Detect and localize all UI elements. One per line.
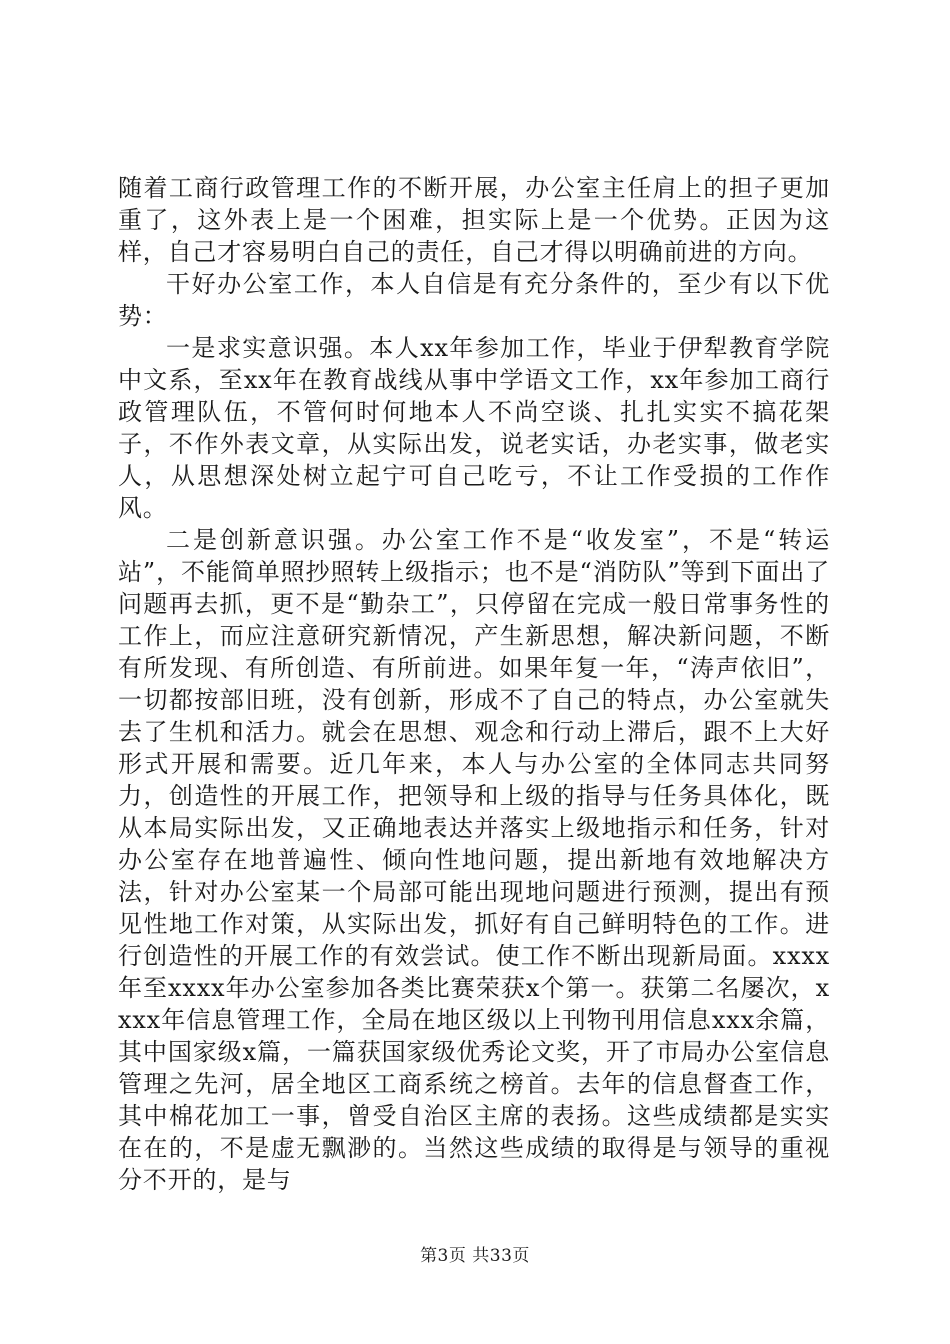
- paragraph-1: 随着工商行政管理工作的不断开展，办公室主任肩上的担子更加重了，这外表上是一个困难，担实际上是一个优势。正因为这样，自己才容易明白自己的责任，自己才得以明确前进的方向。: [118, 174, 830, 266]
- paragraph-2: 干好办公室工作，本人自信是有充分条件的，至少有以下优势：: [118, 270, 830, 330]
- paragraph-3: 一是求实意识强。本人xx年参加工作，毕业于伊犁教育学院中文系，至xx年在教育战线从事中学语文工作，xx年参加工商行政管理队伍，不管何时何地本人不尚空谈、扎扎实实不搞花架子，不作外表文章，从实际出发，说老实话，办老实事，做老实人，从思想深处树立起宁可自己吃亏，不让工作受损的工作作风。: [118, 334, 830, 522]
- page-number-footer: 第3页 共33页: [420, 1246, 530, 1266]
- document-body: [118, 172, 830, 1196]
- paragraph-4: 二是创新意识强。办公室工作不是“收发室”，不是“转运站”，不能简单照抄照转上级指示；也不是“消防队”等到下面出了问题再去抓，更不是“勤杂工”，只停留在完成一般日常事务性的工作上，而应注意研究新情况，产生新思想，解决新问题，不断有所发现、有所创造、有所前进。如果年复一年，“涛声依旧”，一切都按部旧班，没有创新，形成不了自己的特点，办公室就失去了生机和活力。就会在思想、观念和行动上滞后，跟不上大好形式开展和需要。近几年来，本人与办公室的全体同志共同努力，创造性的开展工作，把领导和上级的指导与任务具体化，既从本局实际出发，又正确地表达并落实上级地指示和任务，针对办公室存在地普遍性、倾向性地问题，提出新地有效地解决方法，针对办公室某一个局部可能出现地问题进行预测，提出有预见性地工作对策，从实际出发，抓好有自己鲜明特色的工作。进行创造性的开展工作的有效尝试。使工作不断出现新局面。xxxx年至xxxx年办公室参加各类比赛荣获x个第一。获第二名屡次，xxxx年信息管理工作，全局在地区级以上刊物刊用信息xxx余篇，其中国家级x篇，一篇获国家级优秀论文奖，开了市局办公室信息管理之先河，居全地区工商系统之榜首。去年的信息督查工作，其中棉花加工一事，曾受自治区主席的表扬。这些成绩都是实实在在的，不是虚无飘渺的。当然这些成绩的取得是与领导的重视分不开的，是与: [118, 526, 830, 1194]
